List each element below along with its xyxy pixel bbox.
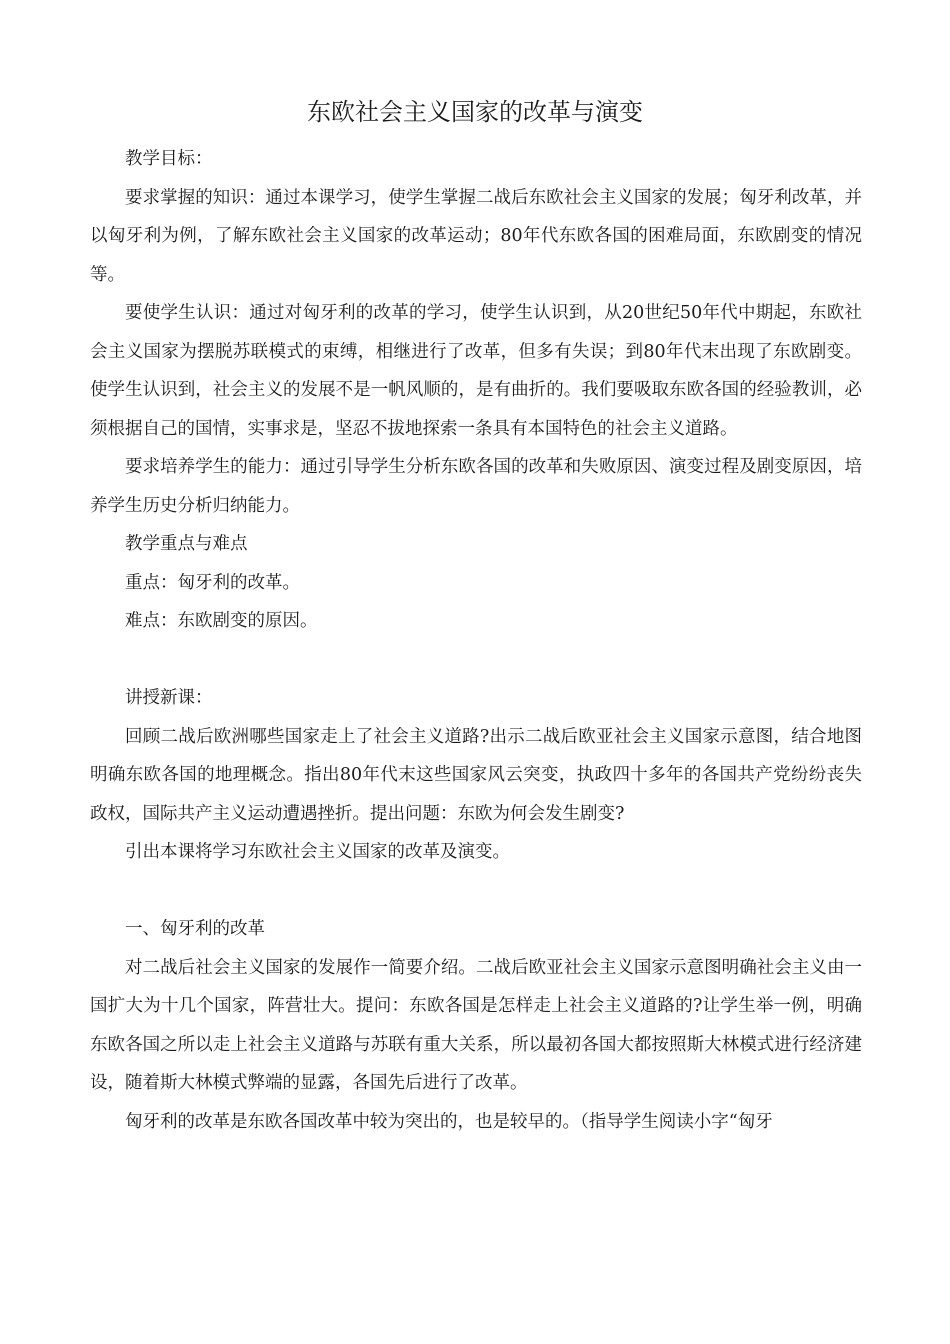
blank-line	[90, 641, 862, 680]
document-body	[90, 140, 862, 1141]
paragraph-abilities: 要求培养学生的能力：通过引导学生分析东欧各国的改革和失败原因、演变过程及剧变原因，培养学生历史分析归纳能力。	[90, 457, 862, 516]
section-heading-new-lesson: 讲授新课：	[125, 688, 213, 708]
document-title: 东欧社会主义国家的改革与演变	[307, 98, 643, 126]
blank-line	[90, 872, 862, 911]
paragraph-difficult-point: 难点：东欧剧变的原因。	[125, 611, 318, 631]
paragraph-hungary-reform: 匈牙利的改革是东欧各国改革中较为突出的，也是较早的。（指导学生阅读小字“匈牙	[125, 1111, 773, 1132]
paragraph-intro: 引出本课将学习东欧社会主义国家的改革及演变。	[125, 842, 510, 862]
paragraph-key-point: 重点：匈牙利的改革。	[125, 572, 300, 593]
paragraph-knowledge: 要求掌握的知识：通过本课学习，使学生掌握二战后东欧社会主义国家的发展；匈牙利改革，并以匈牙利为例，了解东欧社会主义国家的改革运动；80年代东欧各国的困难局面，东欧剧变的情况等。	[90, 187, 862, 285]
paragraph-postwar-development: 对二战后社会主义国家的发展作一简要介绍。二战后欧亚社会主义国家示意图明确社会主义由一国扩大为十几个国家，阵营壮大。提问：东欧各国是怎样走上社会主义道路的?让学生举一例，明确东欧各国之所以走上社会主义道路与苏联有重大关系，所以最初各国大都按照斯大林模式进行经济建设，随着斯大林模式弊端的显露，各国先后进行了改革。	[90, 957, 862, 1093]
paragraph-review: 回顾二战后欧洲哪些国家走上了社会主义道路?出示二战后欧亚社会主义国家示意图，结合地图明确东欧各国的地理概念。指出80年代末这些国家风云突变，执政四十多年的各国共产党纷纷丧失政权，国际共产主义运动遭遇挫折。提出问题：东欧为何会发生剧变?	[90, 726, 862, 824]
section-heading-objectives: 教学目标：	[125, 149, 213, 169]
section-heading-hungary: 一、匈牙利的改革	[125, 919, 265, 939]
paragraph-understanding: 要使学生认识：通过对匈牙利的改革的学习，使学生认识到，从20世纪50年代中期起，东欧社会主义国家为摆脱苏联模式的束缚，相继进行了改革，但多有失误；到80年代末出现了东欧剧变。使学生认识到，社会主义的发展不是一帆风顺的，是有曲折的。我们要吸取东欧各国的经验教训，必须根据自己的国情，实事求是，坚忍不拔地探索一条具有本国特色的社会主义道路。	[90, 303, 862, 439]
section-heading-key-points: 教学重点与难点	[125, 534, 248, 554]
